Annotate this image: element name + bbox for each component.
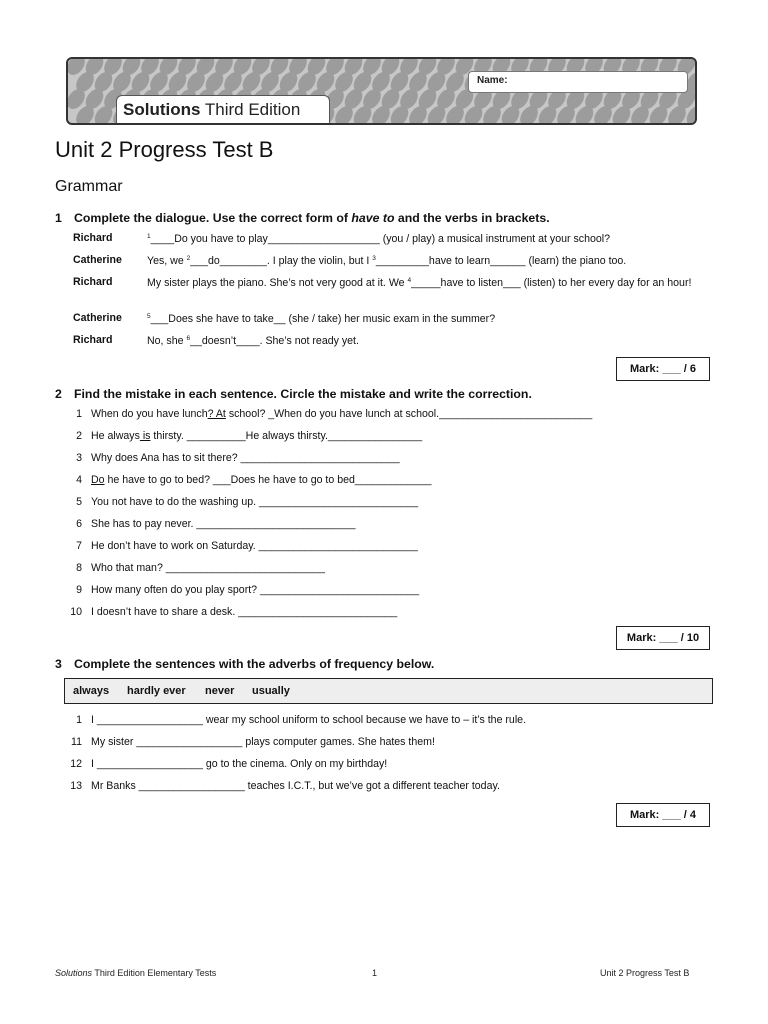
name-label: Name: xyxy=(477,75,508,86)
text-segment: Who that man? ___________________________ xyxy=(91,562,325,574)
sentence-text: I __________________ wear my school uniform to school because we have to – it’s the rule. xyxy=(91,714,527,726)
text-segment: _________have to learn______ (learn) the piano too. xyxy=(375,255,627,267)
underlined-mistake: ? At xyxy=(207,408,226,420)
text-segment: She has to pay never. ___________________________ xyxy=(91,518,356,530)
text-segment: He don’t have to work on Saturday. ___________________________ xyxy=(91,540,418,552)
footer-unit-title: Unit 2 Progress Test B xyxy=(600,968,690,978)
item-number: 1 xyxy=(76,714,82,726)
dialogue-text[interactable] xyxy=(147,334,707,348)
sentence-text: Mr Banks __________________ teaches I.C.T., but we’ve got a different teacher today. xyxy=(91,780,500,792)
text-segment: You not have to do the washing up. ___________________________ xyxy=(91,496,419,508)
dialogue-text[interactable] xyxy=(147,254,707,268)
speaker-name: Catherine xyxy=(73,312,122,324)
page-title: Unit 2 Progress Test B xyxy=(55,137,274,162)
text-segment: I doesn’t have to share a desk. ___________________________ xyxy=(91,606,398,618)
brand-logo-text: Solutions Third Edition xyxy=(123,100,301,119)
item-number: 13 xyxy=(70,780,82,792)
text-segment: When do you have lunch xyxy=(91,408,208,420)
item-number: 6 xyxy=(76,518,82,530)
item-number: 9 xyxy=(76,584,82,596)
mistake-item[interactable] xyxy=(60,430,422,442)
item-number: 7 xyxy=(76,540,82,552)
mistake-item[interactable] xyxy=(60,408,592,420)
question-3-heading: 3 Complete the sentences with the adverbs of frequency below. xyxy=(55,657,435,671)
word-bank xyxy=(64,678,713,704)
footnote-number: 4 xyxy=(407,277,412,284)
item-number: 1 xyxy=(76,408,82,420)
text-segment: ____Do you have to play___________________ (you / play) a musical instrument at your school? xyxy=(150,233,610,245)
question-2-heading: 2 Find the mistake in each sentence. Circle the mistake and write the correction. xyxy=(55,387,532,401)
sentence-text: I __________________ go to the cinema. Only on my birthday! xyxy=(91,758,388,770)
mistake-item[interactable] xyxy=(60,474,431,486)
mistake-item[interactable] xyxy=(60,562,325,574)
name-field[interactable] xyxy=(468,71,688,93)
mistake-item[interactable] xyxy=(60,496,418,508)
sentence-text: My sister __________________ plays computer games. She hates them! xyxy=(91,736,435,748)
footnote-number: 1 xyxy=(147,233,151,240)
mark-box-q3: Mark: ___ / 4 xyxy=(616,803,710,827)
item-number: 2 xyxy=(76,430,82,442)
underlined-mistake: is xyxy=(139,430,151,442)
text-segment: My sister plays the piano. She’s not very good at it. We xyxy=(147,277,408,289)
mistake-item[interactable] xyxy=(60,584,419,596)
text-segment: Why does Ana has to sit there? ___________________________ xyxy=(91,452,400,464)
mistake-item[interactable] xyxy=(60,452,400,464)
item-number: 8 xyxy=(76,562,82,574)
adverb-sentence[interactable] xyxy=(60,736,435,748)
text-segment: __doesn’t____. She’s not ready yet. xyxy=(190,335,359,347)
item-number: 4 xyxy=(76,474,82,486)
text-segment: ___Does she have to take__ (she / take) her music exam in the summer? xyxy=(150,313,496,325)
footnote-number: 5 xyxy=(147,313,151,320)
mistake-item[interactable] xyxy=(60,518,356,530)
dialogue-text[interactable] xyxy=(147,276,707,290)
text-segment: ___do________. I play the violin, but I xyxy=(190,255,373,267)
item-number: 12 xyxy=(70,758,82,770)
speaker-name: Richard xyxy=(73,276,113,288)
footnote-number: 3 xyxy=(372,255,376,262)
text-segment: No, she xyxy=(147,335,187,347)
footer-page-number: 1 xyxy=(372,968,378,978)
adverb-sentence[interactable] xyxy=(60,758,387,770)
mistake-item[interactable] xyxy=(60,540,418,552)
word-always: always xyxy=(73,685,110,697)
item-number: 10 xyxy=(70,606,82,618)
text-segment: he have to go to bed? ___Does he have to go to bed_____________ xyxy=(104,474,432,486)
text-segment: How many often do you play sport? ___________________________ xyxy=(91,584,420,596)
item-number: 5 xyxy=(76,496,82,508)
underlined-mistake: Do xyxy=(91,474,105,486)
word-usually: usually xyxy=(252,685,290,697)
text-segment: _____have to listen___ (listen) to her every day for an hour! xyxy=(411,277,692,289)
adverb-sentence[interactable] xyxy=(60,714,526,726)
header-banner xyxy=(66,57,697,125)
dialogue-text[interactable] xyxy=(147,312,707,326)
footer-book-title: Solutions Third Edition Elementary Tests xyxy=(55,968,217,978)
mark-box-q1: Mark: ___ / 6 xyxy=(616,357,710,381)
text-segment: Yes, we xyxy=(147,255,187,267)
section-title: Grammar xyxy=(55,178,123,195)
word-hardly-ever: hardly ever xyxy=(127,685,186,697)
item-number: 11 xyxy=(71,736,82,748)
question-1-heading: 1 Complete the dialogue. Use the correct form of have to and the verbs in brackets. xyxy=(55,211,550,225)
speaker-name: Richard xyxy=(73,334,113,346)
word-never: never xyxy=(205,685,235,697)
mistake-item[interactable] xyxy=(60,606,397,618)
text-segment: school? _When do you have lunch at school.__________________________ xyxy=(225,408,593,420)
speaker-name: Catherine xyxy=(73,254,122,266)
adverb-sentence[interactable] xyxy=(60,780,500,792)
speaker-name: Richard xyxy=(73,232,113,244)
item-number: 3 xyxy=(76,452,82,464)
text-segment: thirsty. __________He always thirsty.________________ xyxy=(150,430,423,442)
footnote-number: 2 xyxy=(186,255,191,262)
dialogue-text[interactable] xyxy=(147,232,707,246)
mark-box-q2: Mark: ___ / 10 xyxy=(616,626,710,650)
text-segment: He always xyxy=(91,430,140,442)
brand-tab xyxy=(116,95,330,124)
footnote-number: 6 xyxy=(186,335,191,342)
